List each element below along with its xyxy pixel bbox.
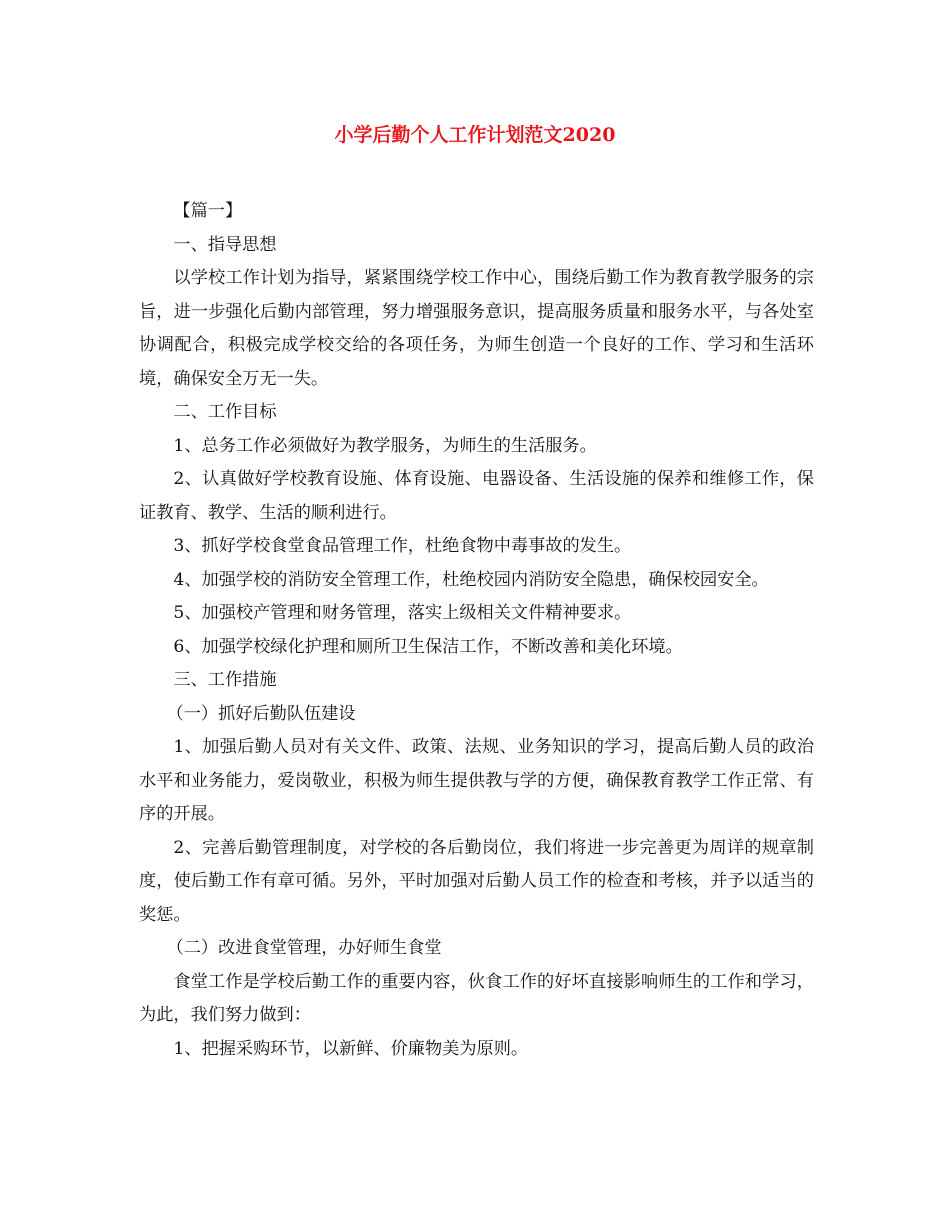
list-item: 3、抓好学校食堂食品管理工作，杜绝食物中毒事故的发生。 [173,536,632,556]
section-marker: 【篇一】 [173,201,243,221]
document-title: 小学后勤个人工作计划范文2020 [334,124,616,146]
body-paragraph: 以学校工作计划为指导，紧紧围绕学校工作中心，围绕后勤工作为教育教学服务的宗旨，进一步强化后勤内部管理，努力增强服务意识，提高服务质量和服务水平，与各处室协调配合，积极完成学校交给的各项任务，为师生创造一个良好的工作、学习和生活环境，确保安全万无一失。 [139,268,814,389]
subsection-heading: （一）抓好后勤队伍建设 [166,703,356,724]
list-item: 5、加强校产管理和财务管理，落实上级相关文件精神要求。 [173,603,632,623]
list-item: 1、加强后勤人员对有关文件、政策、法规、业务知识的学习，提高后勤人员的政治水平和业务能力，爱岗敬业，积极为师生提供教与学的方便，确保教育教学工作正常、有序的开展。 [139,737,814,824]
section-heading: 三、工作措施 [173,670,277,690]
list-item: 2、认真做好学校教育设施、体育设施、电器设备、生活设施的保养和维修工作，保证教育、教学、生活的顺利进行。 [139,469,814,523]
subsection-heading: （二）改进食堂管理，办好师生食堂 [166,938,442,958]
list-item: 6、加强学校绿化护理和厕所卫生保洁工作，不断改善和美化环境。 [173,636,683,657]
list-item: 1、总务工作必须做好为教学服务，为师生的生活服务。 [173,435,597,456]
section-heading: 一、指导思想 [173,234,277,255]
list-item: 4、加强学校的消防安全管理工作，杜绝校园内消防安全隐患，确保校园安全。 [173,569,769,590]
section-heading: 二、工作目标 [173,402,277,422]
document-body [139,195,814,1066]
list-item: 1、把握采购环节，以新鲜、价廉物美为原则。 [173,1038,529,1059]
body-paragraph: 食堂工作是学校后勤工作的重要内容，伙食工作的好坏直接影响师生的工作和学习，为此，我们努力做到： [139,971,814,1025]
list-item: 2、完善后勤管理制度，对学校的各后勤岗位，我们将进一步完善更为周详的规章制度，使后勤工作有章可循。另外，平时加强对后勤人员工作的检查和考核，并予以适当的奖惩。 [139,837,814,925]
